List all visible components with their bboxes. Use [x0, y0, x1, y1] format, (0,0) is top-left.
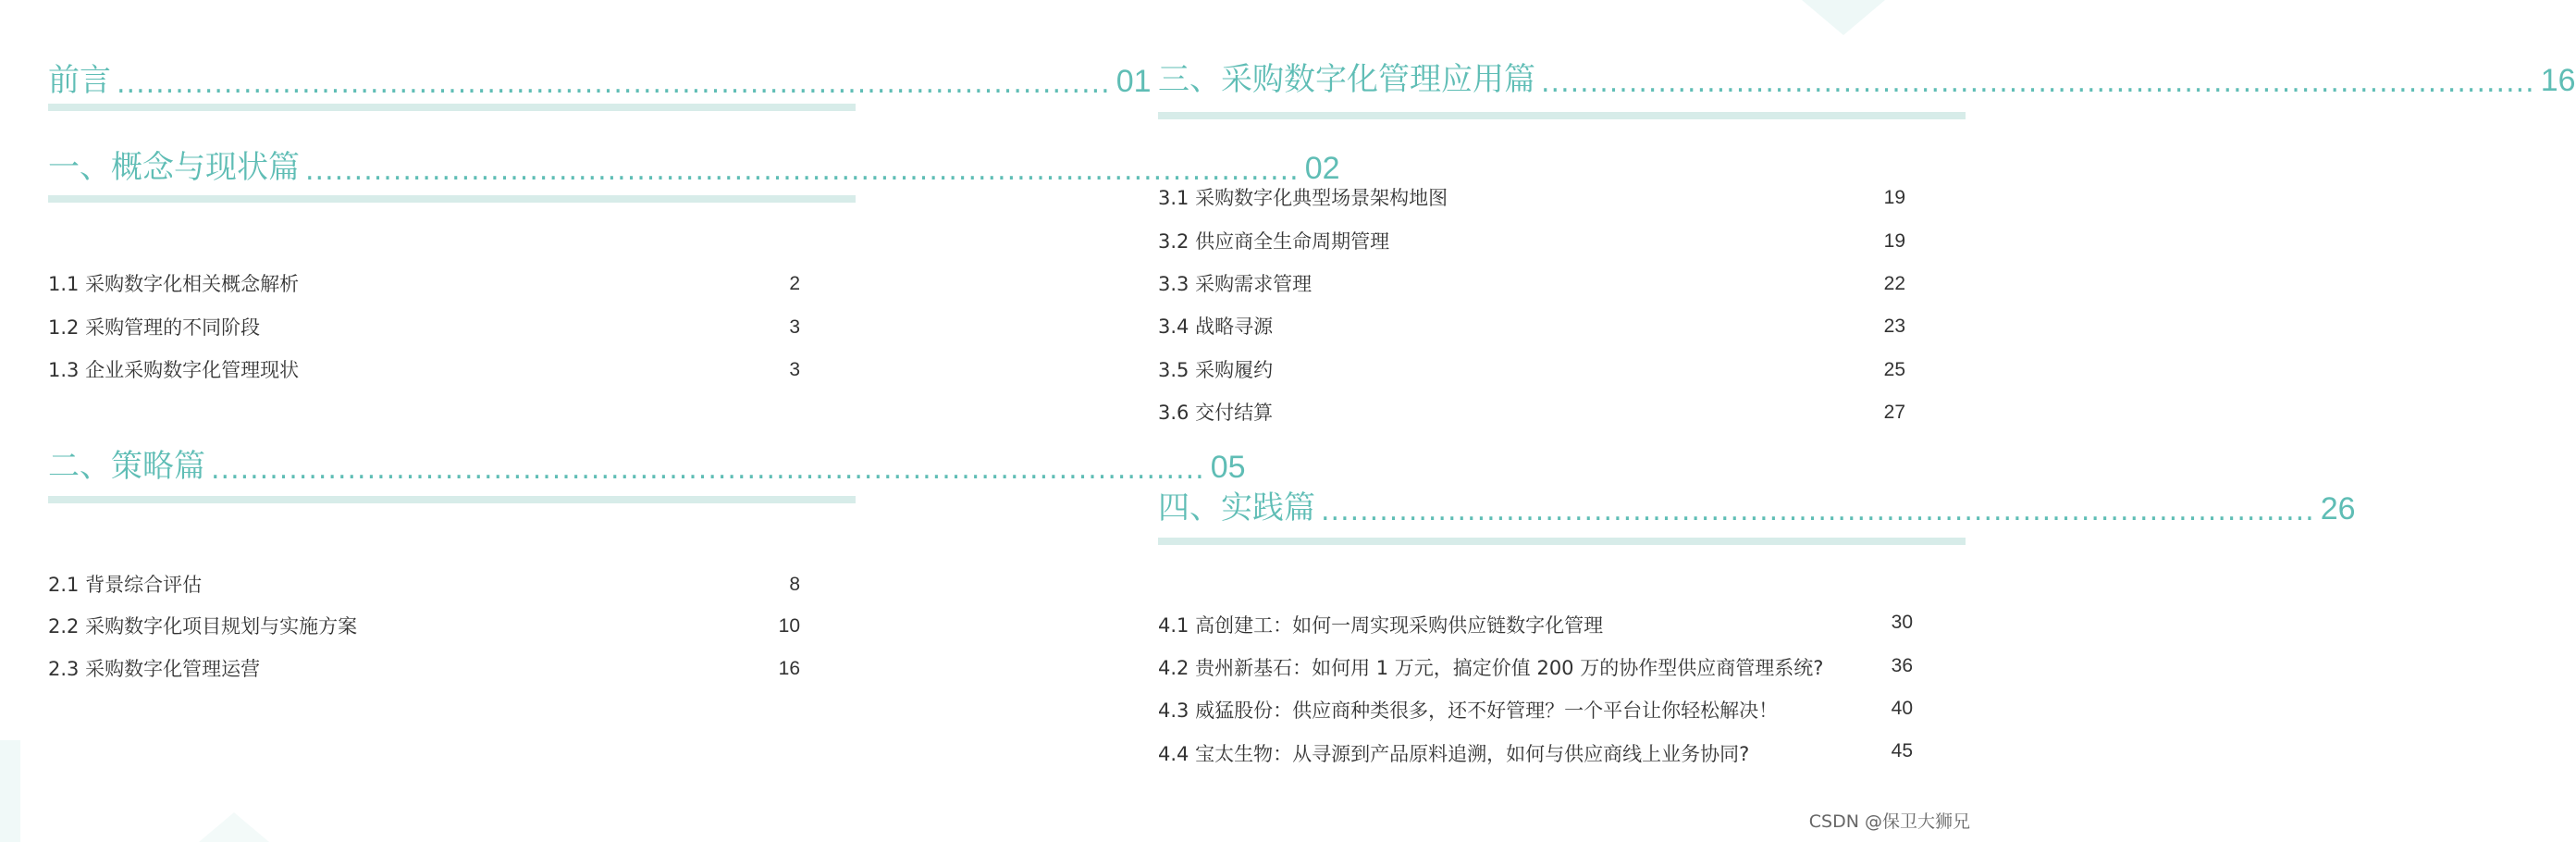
- toc-entry[interactable]: 2.3 采购数字化管理运营: [48, 658, 261, 680]
- leader-dots: ......................................................................................................: [117, 68, 1111, 100]
- toc-entry[interactable]: 3.4 战略寻源: [1158, 316, 1274, 338]
- toc-entry-page: 16: [778, 658, 800, 679]
- toc-entry-page: 30: [1891, 612, 1913, 633]
- toc-entry-page: 40: [1891, 698, 1913, 719]
- toc-entry[interactable]: 4.4 宝太生物：从寻源到产品原料追溯，如何与供应商线上业务协同?: [1158, 743, 1750, 765]
- csdn-watermark: CSDN @保卫大狮兄: [1808, 811, 1970, 832]
- toc-entry[interactable]: 1.3 企业采购数字化管理现状: [48, 359, 300, 381]
- toc-entry[interactable]: 3.6 交付结算: [1158, 402, 1274, 424]
- section-rule: [48, 195, 856, 203]
- toc-entry-page: 3: [789, 316, 800, 338]
- toc-entry[interactable]: 3.2 供应商全生命周期管理: [1158, 230, 1390, 253]
- toc-entry[interactable]: 2.2 采购数字化项目规划与实施方案: [48, 615, 358, 638]
- corner-decoration: [1802, 0, 1885, 35]
- section-title: 四、实践篇: [1158, 489, 1315, 526]
- toc-entry-page: 23: [1883, 316, 1905, 337]
- toc-entry[interactable]: 1.2 采购管理的不同阶段: [48, 316, 261, 339]
- section-title: 三、采购数字化管理应用篇: [1158, 61, 1535, 98]
- toc-entry[interactable]: 3.1 采购数字化典型场景架构地图: [1158, 187, 1448, 209]
- section-rule: [1158, 538, 1966, 545]
- section-title: 二、策略篇: [48, 448, 205, 485]
- toc-entry-page: 22: [1883, 273, 1905, 294]
- section-title: 前言: [48, 62, 111, 99]
- toc-entry-page: 10: [778, 615, 800, 637]
- corner-decoration: [0, 740, 20, 842]
- toc-entry[interactable]: 4.1 高创建工：如何一周实现采购供应链数字化管理: [1158, 614, 1604, 637]
- section-rule: [1158, 112, 1966, 119]
- toc-entry[interactable]: 3.5 采购履约: [1158, 359, 1274, 381]
- section-title: 一、概念与现状篇: [48, 149, 300, 186]
- section-rule: [48, 104, 856, 111]
- leader-dots: ......................................................................................................: [305, 155, 1300, 187]
- section-page: 01: [1115, 64, 1152, 99]
- section-page: 05: [1210, 450, 1246, 485]
- toc-entry[interactable]: 1.1 采购数字化相关概念解析: [48, 273, 300, 295]
- section-page: 02: [1304, 151, 1340, 186]
- toc-entry-page: 19: [1883, 230, 1905, 252]
- toc-entry[interactable]: 4.2 贵州新基石：如何用 1 万元，搞定价值 200 万的协作型供应商管理系统?: [1158, 657, 1824, 679]
- corner-decoration: [199, 812, 269, 842]
- section-rule: [48, 496, 856, 503]
- leader-dots: ......................................................................................................: [1541, 67, 2535, 99]
- toc-entry-page: 2: [789, 273, 800, 294]
- toc-entry-page: 36: [1891, 655, 1913, 676]
- toc-entry-page: 8: [789, 574, 800, 595]
- section-page: 26: [2320, 491, 2356, 526]
- toc-entry-page: 3: [789, 359, 800, 380]
- toc-entry-page: 45: [1891, 740, 1913, 762]
- toc-entry[interactable]: 2.1 背景综合评估: [48, 574, 203, 596]
- leader-dots: ......................................................................................................: [211, 453, 1205, 486]
- toc-entry-page: 19: [1883, 187, 1905, 208]
- leader-dots: ......................................................................................................: [1321, 495, 2315, 527]
- toc-entry[interactable]: 4.3 威猛股份：供应商种类很多，还不好管理？一个平台让你轻松解决！: [1158, 700, 1779, 722]
- toc-entry[interactable]: 3.3 采购需求管理: [1158, 273, 1313, 295]
- section-page: 16: [2540, 63, 2576, 98]
- toc-entry-page: 27: [1883, 402, 1905, 423]
- toc-entry-page: 25: [1883, 359, 1905, 380]
